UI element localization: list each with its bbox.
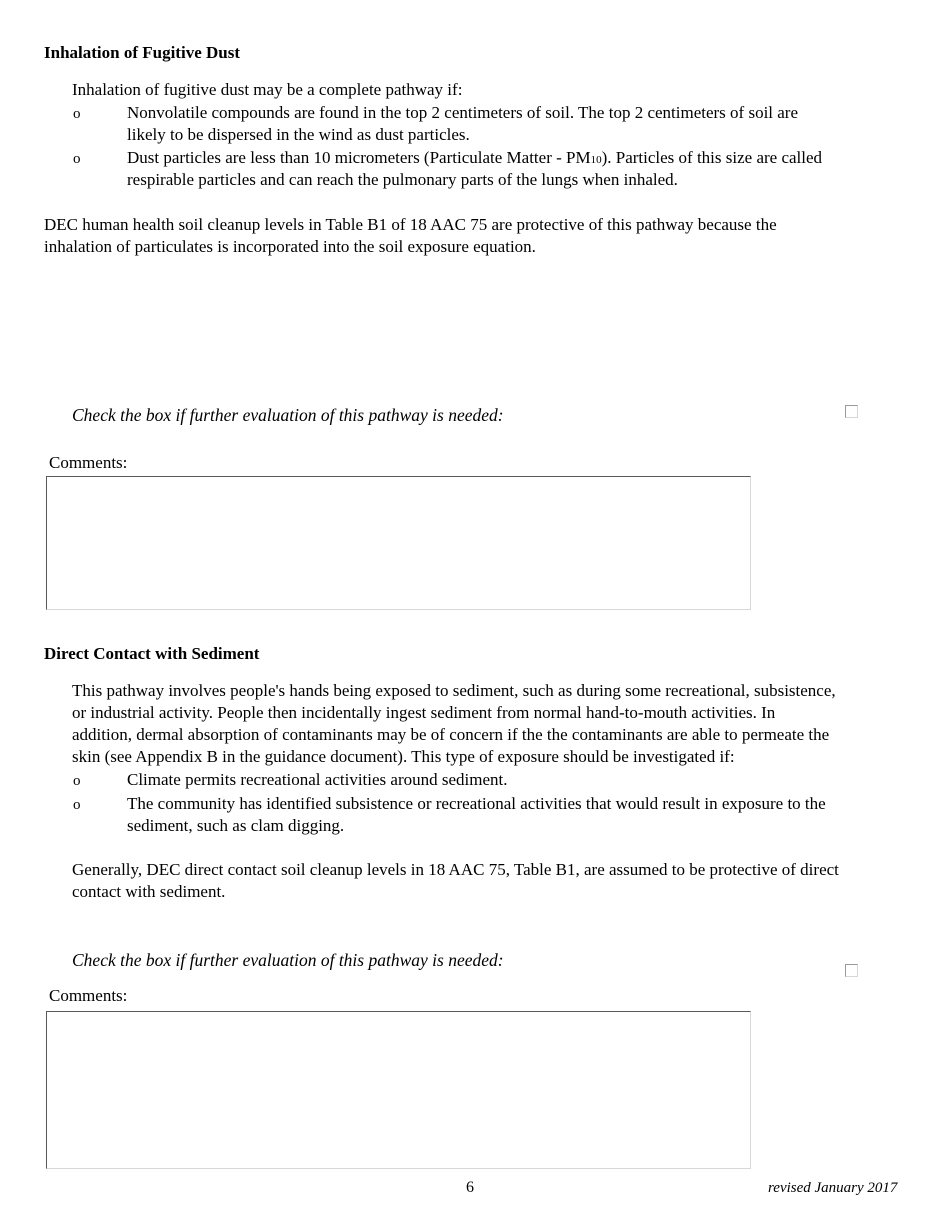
fugitive-dust-paragraph-line: inhalation of particulates is incorporated into the soil exposure equation. — [44, 237, 536, 256]
bullet-item-line: Climate permits recreational activities around sediment. — [127, 770, 508, 789]
sediment-intro-line: or industrial activity. People then incidentally ingest sediment from normal hand-to-mouth activities. In — [72, 703, 776, 722]
bullet-marker: o — [73, 773, 81, 789]
section-heading-direct-contact-sediment: Direct Contact with Sediment — [44, 644, 260, 663]
revision-date: revised January 2017 — [768, 1180, 898, 1196]
bullet-item-line: respirable particles and can reach the pulmonary parts of the lungs when inhaled. — [127, 170, 678, 189]
pm10-subscript: 10 — [590, 154, 602, 166]
comments-textarea[interactable] — [46, 1011, 751, 1169]
comments-label: Comments: — [49, 986, 128, 1005]
page-number: 6 — [466, 1179, 474, 1196]
further-evaluation-checkbox[interactable] — [845, 405, 858, 418]
further-evaluation-label: Check the box if further evaluation of this pathway is needed: — [72, 405, 504, 425]
sediment-paragraph-line: Generally, DEC direct contact soil cleanup levels in 18 AAC 75, Table B1, are assumed to be protective of direct — [72, 860, 839, 879]
bullet-marker: o — [73, 797, 81, 813]
sediment-intro-line: skin (see Appendix B in the guidance document). This type of exposure should be investigated if: — [72, 747, 735, 766]
bullet-marker: o — [73, 106, 81, 122]
bullet-item-line: The community has identified subsistence or recreational activities that would result in exposure to the — [127, 794, 826, 813]
bullet-marker: o — [73, 151, 81, 167]
comments-textarea[interactable] — [46, 476, 751, 610]
bullet-item-line: likely to be dispersed in the wind as dust particles. — [127, 125, 470, 144]
section-heading-fugitive-dust: Inhalation of Fugitive Dust — [44, 43, 240, 62]
further-evaluation-checkbox[interactable] — [845, 964, 858, 977]
fugitive-dust-intro: Inhalation of fugitive dust may be a complete pathway if: — [72, 80, 463, 99]
further-evaluation-label: Check the box if further evaluation of this pathway is needed: — [72, 950, 504, 970]
fugitive-dust-paragraph-line: DEC human health soil cleanup levels in Table B1 of 18 AAC 75 are protective of this pathway because the — [44, 215, 777, 234]
bullet-item-line: Dust particles are less than 10 micrometers (Particulate Matter - PM10). Particles of this size are called — [127, 148, 823, 167]
sediment-paragraph-line: contact with sediment. — [72, 882, 226, 901]
comments-label: Comments: — [49, 453, 128, 472]
sediment-intro-line: This pathway involves people's hands being exposed to sediment, such as during some recreational, subsistence, — [72, 681, 836, 700]
sediment-intro-line: addition, dermal absorption of contaminants may be of concern if the the contaminants are able to permeate the — [72, 725, 830, 744]
bullet-item-line: sediment, such as clam digging. — [127, 816, 345, 835]
bullet-item-line: Nonvolatile compounds are found in the top 2 centimeters of soil. The top 2 centimeters of soil are — [127, 103, 799, 122]
